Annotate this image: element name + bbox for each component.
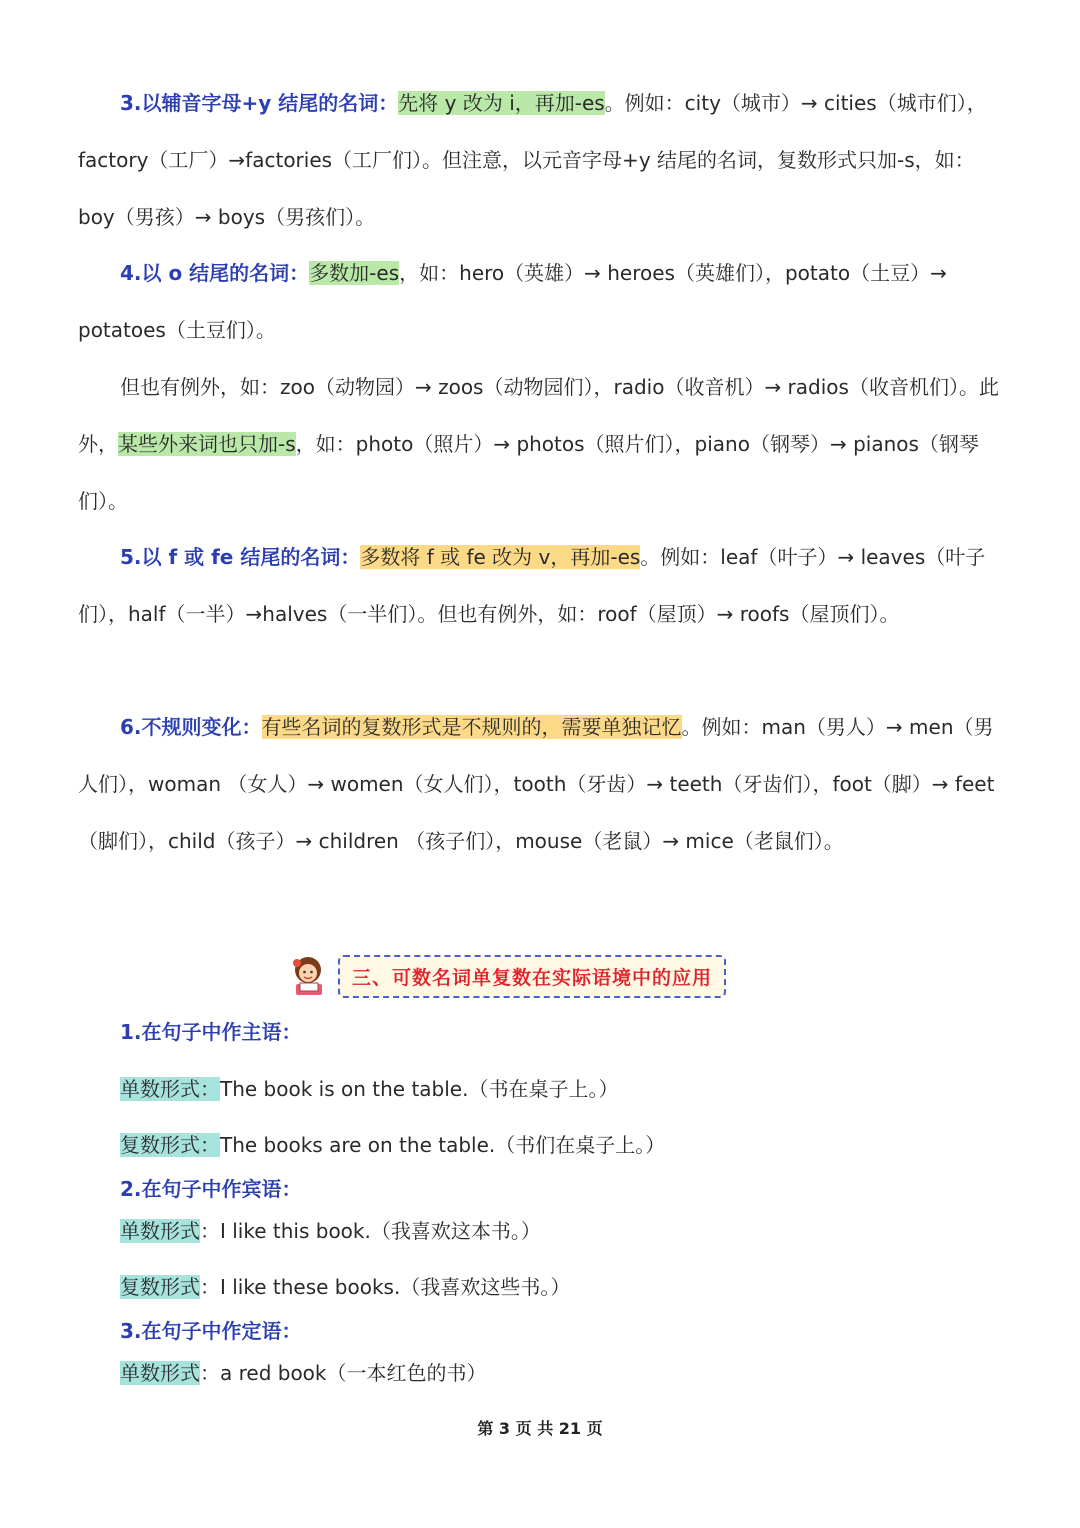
highlighted-rule: 多数将 f 或 fe 改为 v，再加-es (360, 545, 641, 569)
paragraph-text: 。例如：leaf（叶子）→ leaves（叶子们），half（一半）→halves（一半们）。但也有例外，如：roof（屋顶）→ roofs（屋顶们）。 (78, 545, 986, 626)
subsection-title-subject: 1.在句子中作主语： (120, 1020, 302, 1044)
highlighted-rule: 先将 y 改为 i，再加-es (398, 91, 605, 115)
section-header (288, 952, 726, 1000)
paragraph-f-fe-ending (78, 529, 1008, 643)
form-label: 复数形式 (120, 1275, 200, 1299)
example-text: The book is on the table.（书在桌子上。） (220, 1077, 619, 1101)
paragraph-text: 。例如：city（城市）→ cities（城市们），factory（工厂）→factories（工厂们）。但注意，以元音字母+y 结尾的名词，复数形式只加-s，如：boy（男孩）→ boys（男孩们）。 (78, 91, 987, 229)
paragraph-text: 。例如：man（男人）→ men（男人们），woman （女人）→ women（女人们），tooth（牙齿）→ teeth（牙齿们），foot（脚）→ feet（脚们），child（孩子）→ children （孩子们），mouse（老鼠）→ mice（老鼠们）。 (78, 715, 995, 853)
paragraph-text: 但也有例外，如：zoo（动物园）→ zoos（动物园们），radio（收音机）→ radios（收音机们）。此外， (78, 375, 999, 456)
section-title: 三、可数名词单复数在实际语境中的应用 (338, 955, 726, 998)
form-label: 单数形式 (120, 1219, 200, 1243)
rule-heading: 6.不规则变化： (120, 715, 262, 739)
paragraph-y-ending (78, 75, 1008, 246)
form-label: 单数形式 (120, 1361, 200, 1385)
paragraph-o-exceptions (78, 359, 1008, 530)
paragraph-text: ，如：photo（照片）→ photos（照片们），piano（钢琴）→ pianos（钢琴们）。 (78, 432, 979, 513)
paragraph-irregular (78, 699, 1008, 870)
example-line (120, 1074, 618, 1104)
rule-heading: 4.以 o 结尾的名词： (120, 261, 310, 285)
subsection-title-object: 2.在句子中作宾语： (120, 1177, 302, 1201)
example-text: ：I like this book.（我喜欢这本书。） (200, 1219, 541, 1243)
example-line (120, 1272, 570, 1302)
rule-heading: 5.以 f 或 fe 结尾的名词： (120, 545, 361, 569)
rule-heading: 3.以辅音字母+y 结尾的名词： (120, 91, 399, 115)
form-label: 单数形式： (120, 1077, 220, 1101)
example-line (120, 1358, 487, 1388)
page-number-footer: 第 3 页 共 21 页 (477, 1419, 603, 1438)
girl-reading-icon (288, 954, 332, 998)
example-line (120, 1216, 541, 1246)
form-label: 复数形式： (120, 1133, 220, 1157)
highlighted-rule: 有些名词的复数形式是不规则的，需要单独记忆 (261, 715, 682, 739)
example-text: ：I like these books.（我喜欢这些书。） (200, 1275, 571, 1299)
subsection-title-attributive: 3.在句子中作定语： (120, 1319, 302, 1343)
highlighted-rule: 多数加-es (309, 261, 400, 285)
paragraph-text: ，如：hero（英雄）→ heroes（英雄们），potato（土豆）→ potatoes（土豆们）。 (78, 261, 947, 342)
example-line (120, 1130, 665, 1160)
example-text: ：a red book（一本红色的书） (200, 1361, 487, 1385)
paragraph-o-ending (78, 245, 1008, 359)
highlighted-rule: 某些外来词也只加-s (118, 432, 296, 456)
example-text: The books are on the table.（书们在桌子上。） (220, 1133, 666, 1157)
